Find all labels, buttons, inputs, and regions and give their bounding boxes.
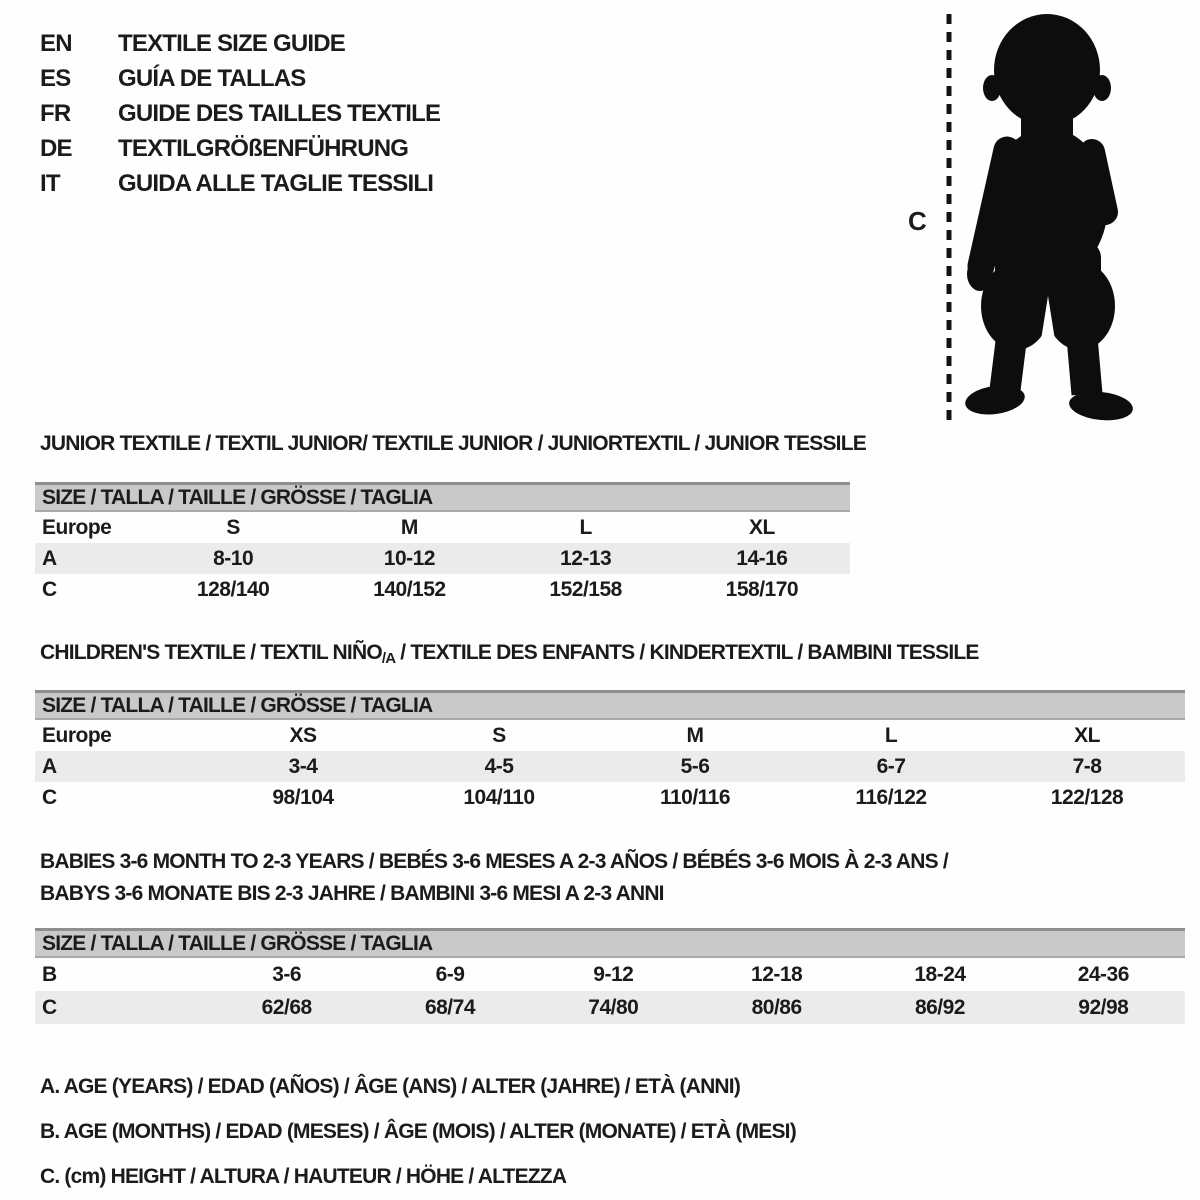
measurement-legend xyxy=(40,1064,796,1199)
height-cell: 98/104 xyxy=(272,785,334,809)
language-header xyxy=(40,26,440,201)
row-label: C xyxy=(42,785,57,809)
table-row-europe xyxy=(35,720,1185,751)
height-cell: 68/74 xyxy=(424,995,476,1019)
guide-title-fr: GUIDE DES TAILLES TEXTILE xyxy=(118,99,441,127)
table-row-height xyxy=(35,574,850,605)
table-row-age xyxy=(35,543,850,574)
size-header-bar: SIZE / TALLA / TAILLE / GRÖSSE / TAGLIA xyxy=(35,928,1185,958)
months-cell: 6-9 xyxy=(435,962,465,986)
row-label: A xyxy=(42,754,57,778)
guide-title-de: TEXTILGRÖßENFÜHRUNG xyxy=(118,134,409,162)
legend-age-years: A. AGE (YEARS) / EDAD (AÑOS) / ÂGE (ANS) / ALTER (JAHRE) / ETÀ (ANNI) xyxy=(40,1075,741,1098)
legend-age-months: B. AGE (MONTHS) / EDAD (MESES) / ÂGE (MOIS) / ALTER (MONATE) / ETÀ (MESI) xyxy=(40,1120,796,1143)
children-title-pre: CHILDREN'S TEXTILE / TEXTIL NIÑO xyxy=(40,641,382,664)
months-cell: 12-18 xyxy=(751,962,803,986)
height-cell: 92/98 xyxy=(1078,995,1129,1019)
height-cell: 74/80 xyxy=(588,995,639,1019)
children-size-table xyxy=(35,690,1185,813)
table-row-height xyxy=(35,782,1185,813)
guide-title-es: GUÍA DE TALLAS xyxy=(118,64,306,92)
lang-row-it xyxy=(40,166,440,201)
children-title-post: / TEXTILE DES ENFANTS / KINDERTEXTIL / BAMBINI TESSILE xyxy=(395,641,979,664)
height-cell: 86/92 xyxy=(914,995,965,1019)
lang-code: DE xyxy=(40,134,72,162)
babies-title-line1: BABIES 3-6 MONTH TO 2-3 YEARS / BEBÉS 3-6 MESES A 2-3 AÑOS / BÉBÉS 3-6 MOIS À 2-3 ANS / xyxy=(40,850,948,873)
size-cell: M xyxy=(400,515,418,539)
babies-size-table xyxy=(35,928,1185,1024)
row-label: C xyxy=(42,577,57,601)
table-row-age xyxy=(35,751,1185,782)
age-cell: 10-12 xyxy=(383,546,435,570)
guide-title-it: GUIDA ALLE TAGLIE TESSILI xyxy=(118,169,434,197)
age-cell: 8-10 xyxy=(213,546,254,570)
lang-code: ES xyxy=(40,64,71,92)
height-cell: 128/140 xyxy=(196,577,270,601)
lang-row-en xyxy=(40,26,440,61)
height-cell: 158/170 xyxy=(725,577,799,601)
table-row-europe xyxy=(35,512,850,543)
size-cell: XS xyxy=(289,723,317,747)
age-cell: 5-6 xyxy=(680,754,710,778)
months-cell: 3-6 xyxy=(272,962,302,986)
guide-title-en: TEXTILE SIZE GUIDE xyxy=(118,29,345,57)
size-cell: L xyxy=(579,515,592,539)
lang-code: EN xyxy=(40,29,72,57)
age-cell: 7-8 xyxy=(1072,754,1102,778)
size-header-bar: SIZE / TALLA / TAILLE / GRÖSSE / TAGLIA xyxy=(35,482,850,512)
size-cell: S xyxy=(226,515,240,539)
size-cell: XL xyxy=(748,515,775,539)
height-cell: 140/152 xyxy=(373,577,446,601)
height-measure-label: C xyxy=(908,206,927,236)
age-cell: 6-7 xyxy=(876,754,906,778)
row-label: A xyxy=(42,546,57,570)
size-cell: XL xyxy=(1074,723,1100,747)
lang-row-de xyxy=(40,131,440,166)
height-cell: 62/68 xyxy=(261,995,312,1019)
height-cell: 80/86 xyxy=(751,995,802,1019)
junior-size-table xyxy=(35,482,850,605)
table-row-height xyxy=(35,991,1185,1024)
months-cell: 24-36 xyxy=(1077,962,1129,986)
lang-code: IT xyxy=(40,169,60,197)
age-cell: 14-16 xyxy=(736,546,788,570)
height-cell: 116/122 xyxy=(855,785,927,809)
lang-code: FR xyxy=(40,99,71,127)
children-title-sub: /A xyxy=(381,650,396,667)
height-cell: 104/110 xyxy=(463,785,535,809)
months-cell: 9-12 xyxy=(593,962,634,986)
height-cell: 152/158 xyxy=(549,577,622,601)
height-measure-line xyxy=(945,14,953,422)
toddler-silhouette-icon xyxy=(955,8,1155,428)
height-cell: 122/128 xyxy=(1050,785,1124,809)
legend-height-cm: C. (cm) HEIGHT / ALTURA / HAUTEUR / HÖHE / ALTEZZA xyxy=(40,1165,567,1188)
row-label: C xyxy=(42,995,57,1019)
size-cell: S xyxy=(492,723,506,747)
months-cell: 18-24 xyxy=(914,962,966,986)
row-label: Europe xyxy=(42,723,112,747)
table-row-months xyxy=(35,958,1185,991)
lang-row-es xyxy=(40,61,440,96)
size-header-bar: SIZE / TALLA / TAILLE / GRÖSSE / TAGLIA xyxy=(35,690,1185,720)
row-label: Europe xyxy=(42,515,112,539)
size-cell: L xyxy=(884,723,898,747)
size-cell: M xyxy=(686,723,704,747)
age-cell: 3-4 xyxy=(288,754,318,778)
age-cell: 12-13 xyxy=(560,546,612,570)
height-cell: 110/116 xyxy=(659,785,731,809)
children-section-title xyxy=(40,641,979,667)
junior-section-title: JUNIOR TEXTILE / TEXTIL JUNIOR/ TEXTILE JUNIOR / JUNIORTEXTIL / JUNIOR TESSILE xyxy=(40,432,866,455)
lang-row-fr xyxy=(40,96,440,131)
babies-title-line2: BABYS 3-6 MONATE BIS 2-3 JAHRE / BAMBINI 3-6 MESI A 2-3 ANNI xyxy=(40,882,664,905)
row-label: B xyxy=(42,962,57,986)
babies-section-title xyxy=(40,846,948,910)
age-cell: 4-5 xyxy=(484,754,514,778)
